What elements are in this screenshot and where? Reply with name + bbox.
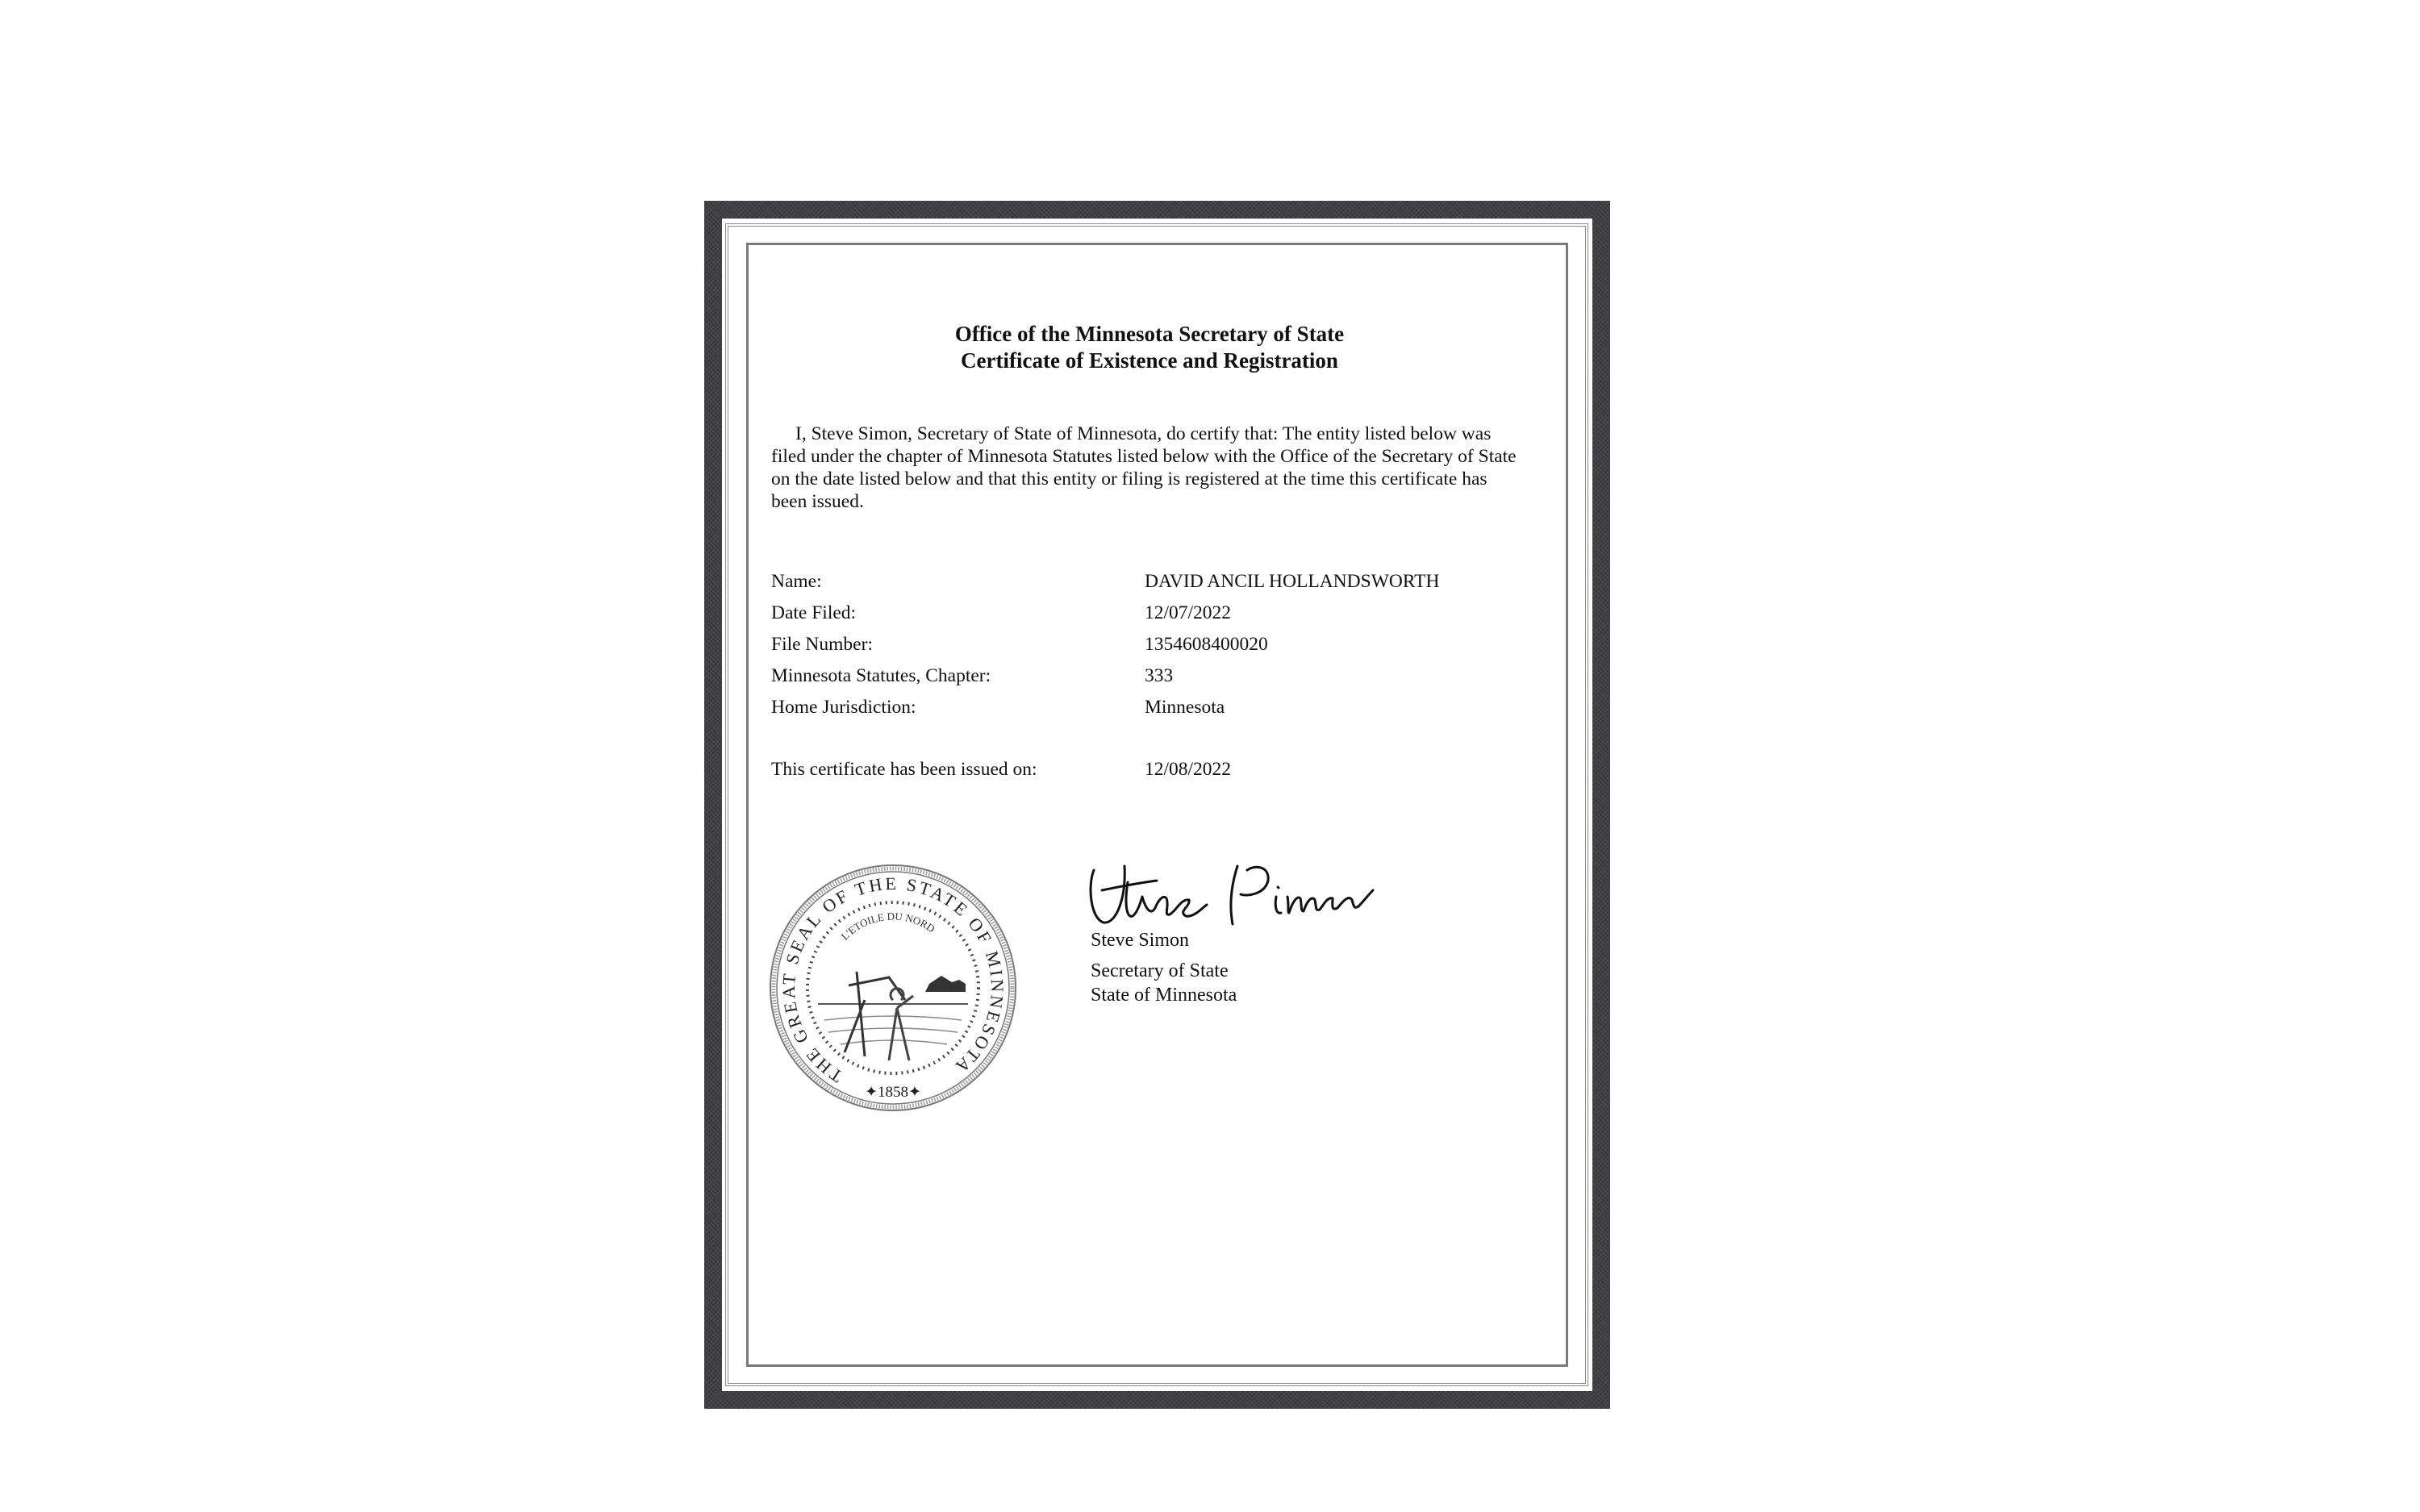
certificate-border [704, 201, 1610, 1409]
svg-text:THE GREAT SEAL OF THE STATE OF: THE GREAT SEAL OF THE STATE OF MINNESOTA [778, 873, 1008, 1087]
state-seal-icon [768, 863, 1018, 1113]
title-office: Office of the Minnesota Secretary of State [954, 322, 1345, 346]
issued-date: 12/08/2022 [1145, 759, 1232, 780]
svg-text:L'ETOILE DU NORD: L'ETOILE DU NORD [838, 910, 937, 943]
border-inner-line [746, 243, 1568, 1367]
field-value-jurisdiction: Minnesota [1145, 697, 1225, 718]
field-value-chapter: 333 [1145, 665, 1174, 686]
field-value-name: DAVID ANCIL HOLLANDSWORTH [1145, 571, 1440, 592]
field-value-file-number: 1354608400020 [1145, 634, 1268, 655]
svg-text:✦1858✦: ✦1858✦ [865, 1084, 921, 1101]
field-label-jurisdiction: Home Jurisdiction: [771, 697, 916, 718]
certificate-title [774, 321, 1525, 374]
signatory-office: State of Minnesota [1091, 985, 1237, 1006]
certificate-page [722, 219, 1592, 1391]
signatory-title: Secretary of State [1091, 960, 1229, 981]
field-value-date-filed: 12/07/2022 [1145, 602, 1232, 623]
field-label-name: Name: [771, 571, 822, 592]
certification-paragraph: I, Steve Simon, Secretary of State of Minnesota, do certify that: The entity listed below was filed under the chapter of Minnesota Statutes listed below with the Office of the Secretary of State on the date listed below and that this entity or filing is registered at the time this certificate has been issued. [771, 423, 1517, 512]
signatory-name: Steve Simon [1091, 930, 1190, 951]
field-label-chapter: Minnesota Statutes, Chapter: [771, 665, 991, 686]
title-certificate: Certificate of Existence and Registration [961, 348, 1338, 373]
issued-label: This certificate has been issued on: [771, 759, 1037, 780]
signature-icon [1086, 858, 1392, 931]
field-label-file-number: File Number: [771, 634, 873, 655]
field-label-date-filed: Date Filed: [771, 602, 857, 623]
